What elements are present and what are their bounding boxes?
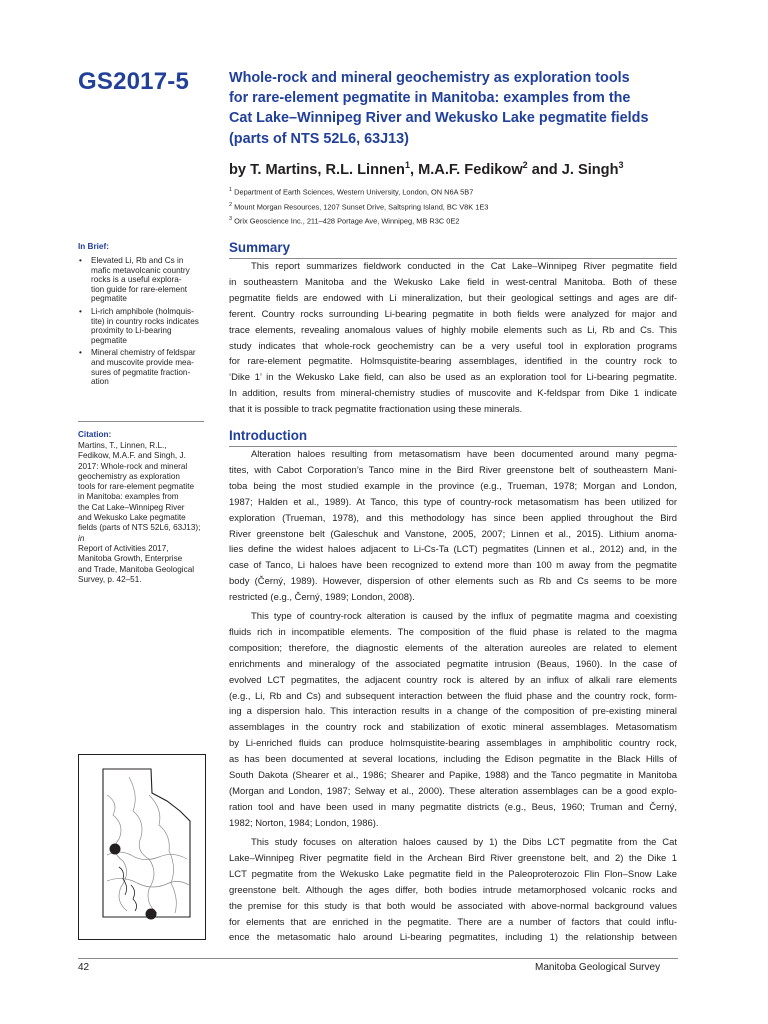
text-line: This study focuses on alteration haloes caused by 1) the Dibs LCT pegmatite from the Cat bbox=[251, 837, 677, 848]
affiliation-text: Mount Morgan Resources, 1207 Sunset Drive, Saltspring Island, BC V8K 1E3 bbox=[232, 202, 489, 212]
summary-heading: Summary bbox=[229, 240, 291, 255]
in-brief-line: tion guide for rare-element bbox=[91, 284, 188, 294]
text-line: (Morgan and London, 1987; Selway et al., 2000). These alteration assemblages can be a good explo- bbox=[229, 785, 677, 797]
text-line: in southeastern Manitoba and the Wekusko Lake field in west-central Manitoba. Both of these bbox=[229, 276, 677, 288]
page-number: 42 bbox=[78, 962, 90, 973]
sidebar-divider bbox=[78, 421, 204, 422]
footer-rule bbox=[78, 958, 678, 959]
in-brief-item bbox=[78, 307, 208, 345]
intro-paragraph-3 bbox=[229, 835, 677, 946]
text-line: as has been documented at several locations, including the Edison pegmatite in the Black Hills of bbox=[229, 754, 677, 766]
author-text: by T. Martins, R.L. Linnen bbox=[229, 161, 405, 178]
citation-heading: Citation: bbox=[78, 430, 112, 439]
text-line: tites, with Cabot Corporation’s Tanco mine in the Bird River greenstone belt of southeastern Mani- bbox=[229, 464, 677, 476]
author-sup: 1 bbox=[404, 160, 410, 170]
text-line: 1987; Halden et al., 1989). At Tanco, this type of country-rock metasomatism has been utilized for bbox=[229, 496, 677, 508]
citation-line: and Trade, Manitoba Geological bbox=[78, 564, 195, 574]
in-brief-line: tite) in country rocks indicates bbox=[91, 316, 199, 326]
text-line: (e.g., Li, Rb and Cs) and subsequent interaction between the fluid phase and the country rock, form- bbox=[229, 690, 677, 702]
text-line: assemblages in the country rock and stabilization of exotic mineral assemblages. Metasomatism bbox=[229, 722, 677, 734]
affiliation-num: 1 bbox=[229, 187, 233, 193]
in-brief-line: • Mineral chemistry of feldspar bbox=[91, 348, 196, 358]
author-sup: 2 bbox=[522, 160, 528, 170]
in-brief-line: pegmatite bbox=[91, 294, 127, 304]
citation-line: Manitoba Growth, Enterprise bbox=[78, 554, 183, 564]
text-line: exploration (Trueman, 1978), and this methodology has since been applied throughout the Bird bbox=[229, 512, 677, 524]
title-line: Cat Lake–Winnipeg River and Wekusko Lake pegmatite fields bbox=[229, 110, 649, 127]
citation-line: the Cat Lake–Winnipeg River bbox=[78, 502, 185, 512]
affiliation-num: 2 bbox=[229, 201, 233, 208]
text-line: toba being the most studied example in the province (e.g., Trueman, 1978; Morgan and London, bbox=[229, 480, 677, 492]
text-line: trace elements, revealing anomalous values of highly mobile elements such as Li, Rb and Cs. This bbox=[229, 324, 677, 336]
text-line: the premise for this study is that both would be associated with above-normal background values bbox=[229, 900, 677, 912]
text-line: ‘Dike 1’ in the Wekusko Lake field, can also be used as an exploration tool for Li-bearing pegmatite. bbox=[229, 372, 677, 384]
author-text: and J. Singh bbox=[527, 161, 619, 178]
citation-text bbox=[78, 441, 218, 585]
introduction-heading: Introduction bbox=[229, 428, 308, 443]
affiliation bbox=[229, 184, 488, 199]
in-brief-line: rocks is a useful explora- bbox=[91, 275, 182, 285]
affiliation-num: 3 bbox=[229, 216, 233, 223]
manitoba-map-icon bbox=[79, 755, 205, 939]
text-line: enrichments and mineralogy of the associated pegmatite intrusion (Beaus, 1960). In the case of bbox=[229, 658, 677, 670]
citation-line: Martins, T., Linnen, R.L., bbox=[78, 441, 167, 450]
affiliation bbox=[229, 213, 488, 228]
in-brief-line: and muscovite provide mea- bbox=[91, 357, 194, 367]
citation-line: geochemistry as exploration bbox=[78, 471, 180, 481]
text-line: pegmatite fields are endowed with Li mineralization, but their geological settings and ages are dif- bbox=[229, 292, 677, 304]
text-line: This type of country-rock alteration is caused by the influx of pegmatite magma and coexisting bbox=[251, 611, 677, 622]
wekusko-lake-location-dot bbox=[110, 844, 121, 855]
report-id: GS2017-5 bbox=[78, 68, 190, 95]
title-line: Whole-rock and mineral geochemistry as exploration tools bbox=[229, 70, 630, 86]
in-brief-line: • Elevated Li, Rb and Cs in bbox=[91, 256, 184, 265]
citation-in: in bbox=[78, 533, 85, 543]
affiliation-text: Orix Geoscience Inc., 211–428 Portage Ave, Winnipeg, MB R3C 0E2 bbox=[232, 216, 460, 226]
text-line: greenstone belt. Although the ages differ, both bodies intrude metamorphosed volcanic rocks and bbox=[229, 884, 677, 896]
in-brief-item bbox=[78, 348, 208, 386]
text-line: by Li-enriched fluids can produce holmsquistite-bearing assemblages in amphibolitic country rock, bbox=[229, 738, 677, 750]
affiliation bbox=[229, 199, 488, 214]
citation-line: tools for rare-element pegmatite bbox=[78, 482, 195, 492]
text-line: restricted (e.g., Černý, 1989; London, 2008). bbox=[229, 592, 415, 604]
in-brief-line: sures of pegmatite fraction- bbox=[91, 367, 191, 377]
author-line bbox=[229, 160, 624, 178]
text-line: lies define the widest haloes adjacent to Li-Cs-Ta (LCT) pegmatites (Linnen et al., 2012) and, in the bbox=[229, 544, 677, 556]
citation-line: 2017: Whole-rock and mineral bbox=[78, 461, 188, 471]
text-line: fluids rich in incompatible elements. The composition of the fluid phase is related to the magma bbox=[229, 626, 677, 638]
affiliations bbox=[229, 184, 488, 228]
text-line: body (Černý, 1989). However, dispersion of other elements such as Rb and Cs seems to be more bbox=[229, 576, 677, 588]
citation-line: fields (parts of NTS 52L6, 63J13); bbox=[78, 523, 201, 533]
citation-line: in Manitoba: examples from bbox=[78, 492, 179, 502]
in-brief-heading: In Brief: bbox=[78, 242, 109, 251]
citation-line: Fedikow, M.A.F. and Singh, J. bbox=[78, 451, 186, 461]
title-line: (parts of NTS 52L6, 63J13) bbox=[229, 130, 409, 147]
in-brief-line: • Li-rich amphibole (holmquis- bbox=[91, 306, 194, 316]
text-line: ence the metasomatic halo around Li-bearing pegmatites, including 1) the relationship between bbox=[229, 932, 677, 944]
text-line: River greenstone belt (Galeschuk and Vanstone, 2005, 2007; Linnen et al., 2015). Lithium anoma- bbox=[229, 528, 677, 540]
text-line: ing a dispersion halo. This interaction results in a change of the composition of pre-existing mineral bbox=[229, 706, 677, 718]
affiliation-text: Department of Earth Sciences, Western University, London, ON N6A 5B7 bbox=[232, 187, 474, 197]
author-sup: 3 bbox=[618, 160, 624, 170]
citation-line-rest: Report of Activities 2017, bbox=[78, 543, 169, 553]
text-line: for elements that are enriched in the pegmatite. There are a number of factors that could influ- bbox=[229, 916, 677, 928]
text-line: LCT pegmatite from the Wekusko Lake pegmatite field in the Paleoproterozoic Flin Flon–Snow Lake bbox=[229, 868, 677, 880]
title-line: for rare-element pegmatite in Manitoba: examples from the bbox=[229, 90, 631, 107]
text-line: evolved LCT pegmatites, the adjacent country rock is altered by an influx of alkali rare elements bbox=[229, 674, 677, 686]
cat-lake-location-dot bbox=[146, 909, 157, 920]
location-map bbox=[78, 754, 206, 940]
text-line: Alteration haloes resulting from metasomatism have been documented around many pegma- bbox=[251, 449, 677, 460]
in-brief-item bbox=[78, 256, 208, 304]
text-line: 1982; Norton, 1984; London, 1986). bbox=[229, 817, 379, 829]
text-line: case of Tanco, Li haloes have been recognized to extend more than 100 m away from the pegmatite bbox=[229, 560, 677, 572]
intro-paragraph-1 bbox=[229, 447, 677, 606]
text-line: ration tool and have been used in many pegmatite districts (e.g., Beus, 1960; Truman and Černý, bbox=[229, 801, 677, 813]
text-line: South Dakota (Shearer et al., 1986; Shearer and Papike, 1988) and the Tanco pegmatite in Manitoba bbox=[229, 770, 677, 782]
text-line: for rare-element pegmatite. Holmsquistite-bearing assemblages, identified in the country rock to bbox=[229, 356, 677, 368]
text-line: Lake–Winnipeg River pegmatite field in the Archean Bird River greenstone belt, and 2) the Dike 1 bbox=[229, 852, 677, 864]
intro-paragraph-2 bbox=[229, 609, 677, 832]
in-brief-line: mafic metavolcanic country bbox=[91, 265, 190, 275]
text-line: that it is possible to track pegmatite fractionation using these minerals. bbox=[229, 404, 523, 416]
in-brief-line: pegmatite bbox=[91, 335, 127, 345]
in-brief-list bbox=[78, 256, 208, 390]
citation-line: Survey, p. 42–51. bbox=[78, 574, 142, 584]
text-line: ferent. Country rocks surrounding Li-bearing pegmatite in both fields were analyzed for major and bbox=[229, 308, 677, 320]
summary-paragraph bbox=[229, 259, 677, 418]
in-brief-line: ation bbox=[91, 377, 109, 387]
text-line: study indicates that whole-rock geochemistry can be a very useful tool in exploration programs bbox=[229, 340, 677, 352]
author-text: , M.A.F. Fedikow bbox=[409, 161, 523, 178]
citation-line bbox=[78, 534, 218, 555]
text-line: This report summarizes fieldwork conducted in the Cat Lake–Winnipeg River pegmatite field bbox=[251, 261, 677, 272]
text-line: composition; therefore, the diagnostic elements of the alteration aureoles are related to element bbox=[229, 642, 677, 654]
in-brief-line: proximity to Li-bearing bbox=[91, 326, 172, 336]
citation-line: and Wekusko Lake pegmatite bbox=[78, 513, 186, 523]
publisher-name: Manitoba Geological Survey bbox=[535, 962, 661, 973]
text-line: In addition, results from mineral-chemistry studies of muscovite and K-feldspar from Dike 1 indicate bbox=[229, 388, 677, 400]
paper-title bbox=[229, 68, 689, 149]
